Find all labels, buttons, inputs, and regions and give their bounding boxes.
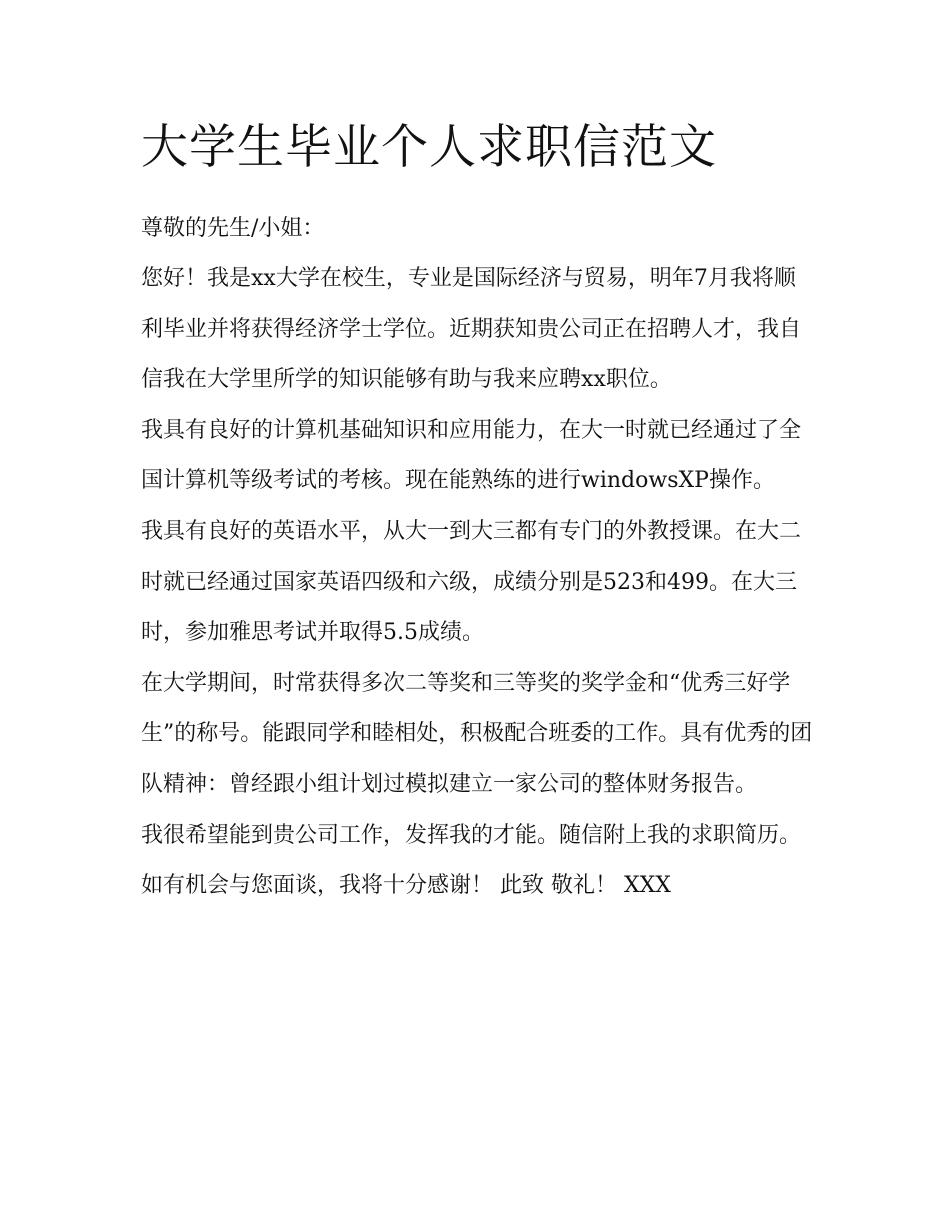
paragraph-english-skills: 我具有良好的英语水平，从大一到大三都有专门的外教授课。在大二时就已经通过国家英语四级和六级，成绩分别是523和499。在大三时，参加雅思考试并取得5.5成绩。: [141, 518, 802, 646]
document-title: 大学生毕业个人求职信范文: [141, 120, 717, 175]
document-body: [141, 118, 813, 912]
paragraph-introduction: 您好！我是xx大学在校生，专业是国际经济与贸易，明年7月我将顺利毕业并将获得经济学士学位。近期获知贵公司正在招聘人才，我自信我在大学里所学的知识能够有助与我来应聘xx职位。: [141, 266, 802, 393]
paragraph-closing: 我很希望能到贵公司工作，发挥我的才能。随信附上我的求职简历。如有机会与您面谈，我将十分感谢！ 此致 敬礼！ XXX: [141, 822, 802, 899]
paragraph-awards: 在大学期间，时常获得多次二等奖和三等奖的奖学金和“优秀三好学生”的称号。能跟同学和睦相处，积极配合班委的工作。具有优秀的团队精神：曾经跟小组计划过模拟建立一家公司的整体财务报告。: [141, 670, 813, 797]
paragraph-computer-skills: 我具有良好的计算机基础知识和应用能力，在大一时就已经通过了全国计算机等级考试的考核。现在能熟练的进行windowsXP操作。: [141, 417, 802, 494]
salutation: 尊敬的先生/小姐：: [141, 216, 325, 241]
